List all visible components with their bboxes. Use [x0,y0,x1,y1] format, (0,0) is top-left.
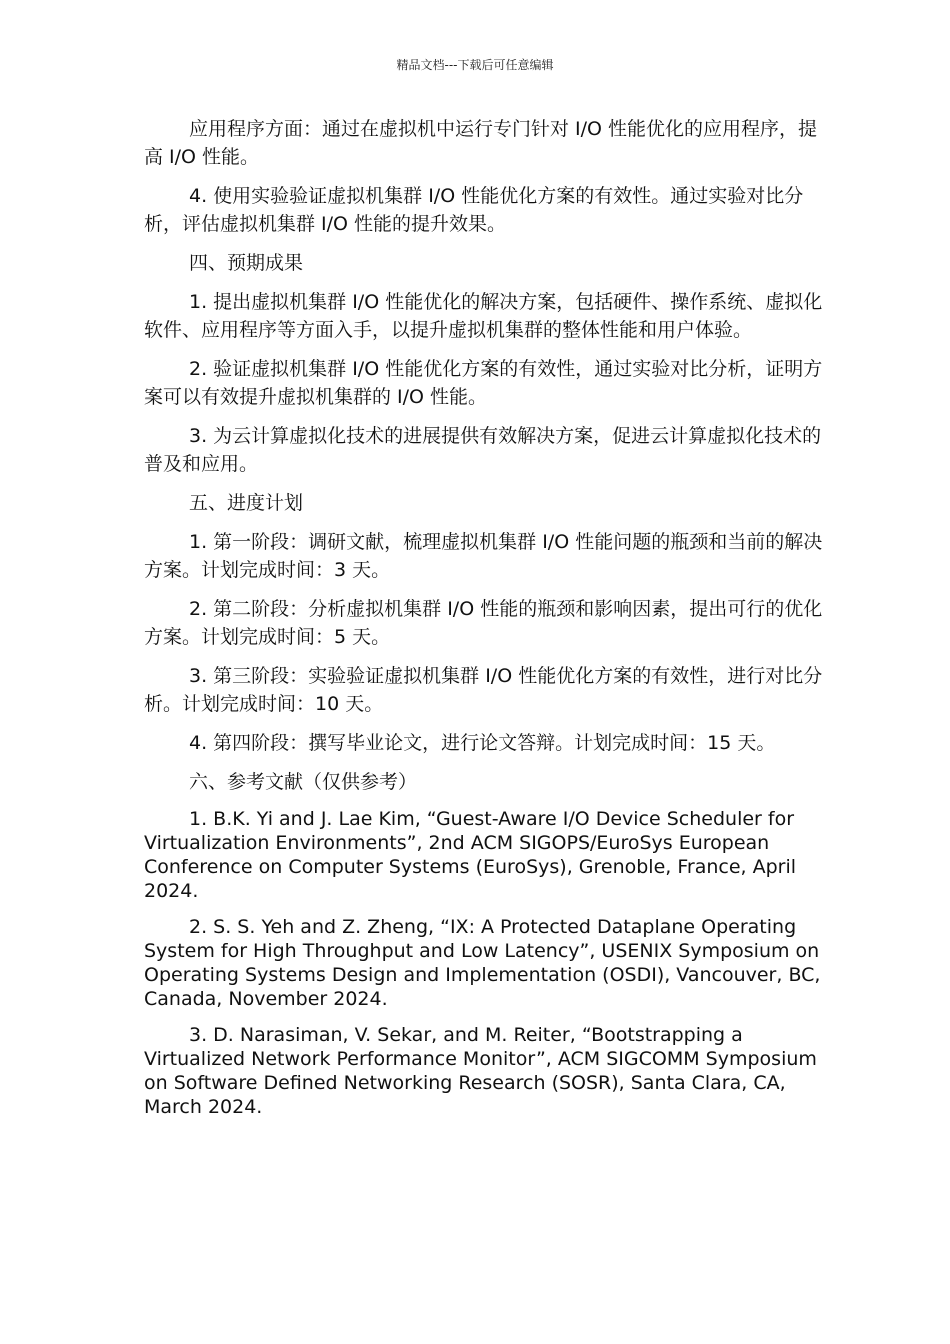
paragraph-stage-3: 3. 第三阶段：实验验证虚拟机集群 I/O 性能优化方案的有效性，进行对比分析。计划完成时间：10 天。 [144,665,823,715]
reference-item-3: 3. D. Narasiman, V. Sekar, and M. Reiter, “Bootstrapping a Virtualized Network Performance Monitor”, ACM SIGCOMM Symposium on Software Defined Networking Research (SOSR), Santa Clara, CA, March 2024. [144,1024,817,1118]
paragraph-stage-2: 2. 第二阶段：分析虚拟机集群 I/O 性能的瓶颈和影响因素，提出可行的优化方案。计划完成时间：5 天。 [144,598,823,648]
paragraph-result-1: 1. 提出虚拟机集群 I/O 性能优化的解决方案，包括硬件、操作系统、虚拟化软件、应用程序等方面入手，以提升虚拟机集群的整体性能和用户体验。 [144,291,823,341]
paragraph-result-3: 3. 为云计算虚拟化技术的进展提供有效解决方案，促进云计算虚拟化技术的普及和应用。 [144,425,822,475]
reference-item-1: 1. B.K. Yi and J. Lae Kim, “Guest-Aware I/O Device Scheduler for Virtualization Environments”, 2nd ACM SIGOPS/EuroSys European Conference on Computer Systems (EuroSys), Grenoble, France, April 2024. [144,808,797,902]
section-heading-schedule: 五、进度计划 [189,492,304,514]
paragraph-item-4-validation: 4. 使用实验验证虚拟机集群 I/O 性能优化方案的有效性。通过实验对比分析，评估虚拟机集群 I/O 性能的提升效果。 [144,185,804,235]
paragraph-stage-1: 1. 第一阶段：调研文献，梳理虚拟机集群 I/O 性能问题的瓶颈和当前的解决方案。计划完成时间：3 天。 [144,531,823,581]
page-header: 精品文档---下载后可任意编辑 [396,58,554,72]
paragraph-stage-4: 4. 第四阶段：撰写毕业论文，进行论文答辩。计划完成时间：15 天。 [189,732,776,754]
paragraph-application-aspect: 应用程序方面：通过在虚拟机中运行专门针对 I/O 性能优化的应用程序，提高 I/O 性能。 [144,118,818,168]
document-body [144,115,824,1131]
section-heading-references: 六、参考文献（仅供参考） [189,771,418,793]
paragraph-result-2: 2. 验证虚拟机集群 I/O 性能优化方案的有效性，通过实验对比分析，证明方案可以有效提升虚拟机集群的 I/O 性能。 [144,358,823,408]
section-heading-expected-results: 四、预期成果 [189,252,304,274]
reference-item-2: 2. S. S. Yeh and Z. Zheng, “IX: A Protected Dataplane Operating System for High Throughput and Low Latency”, USENIX Symposium on Operating Systems Design and Implementation (OSDI), Vancouver, BC, Canada, November 2024. [144,916,821,1010]
